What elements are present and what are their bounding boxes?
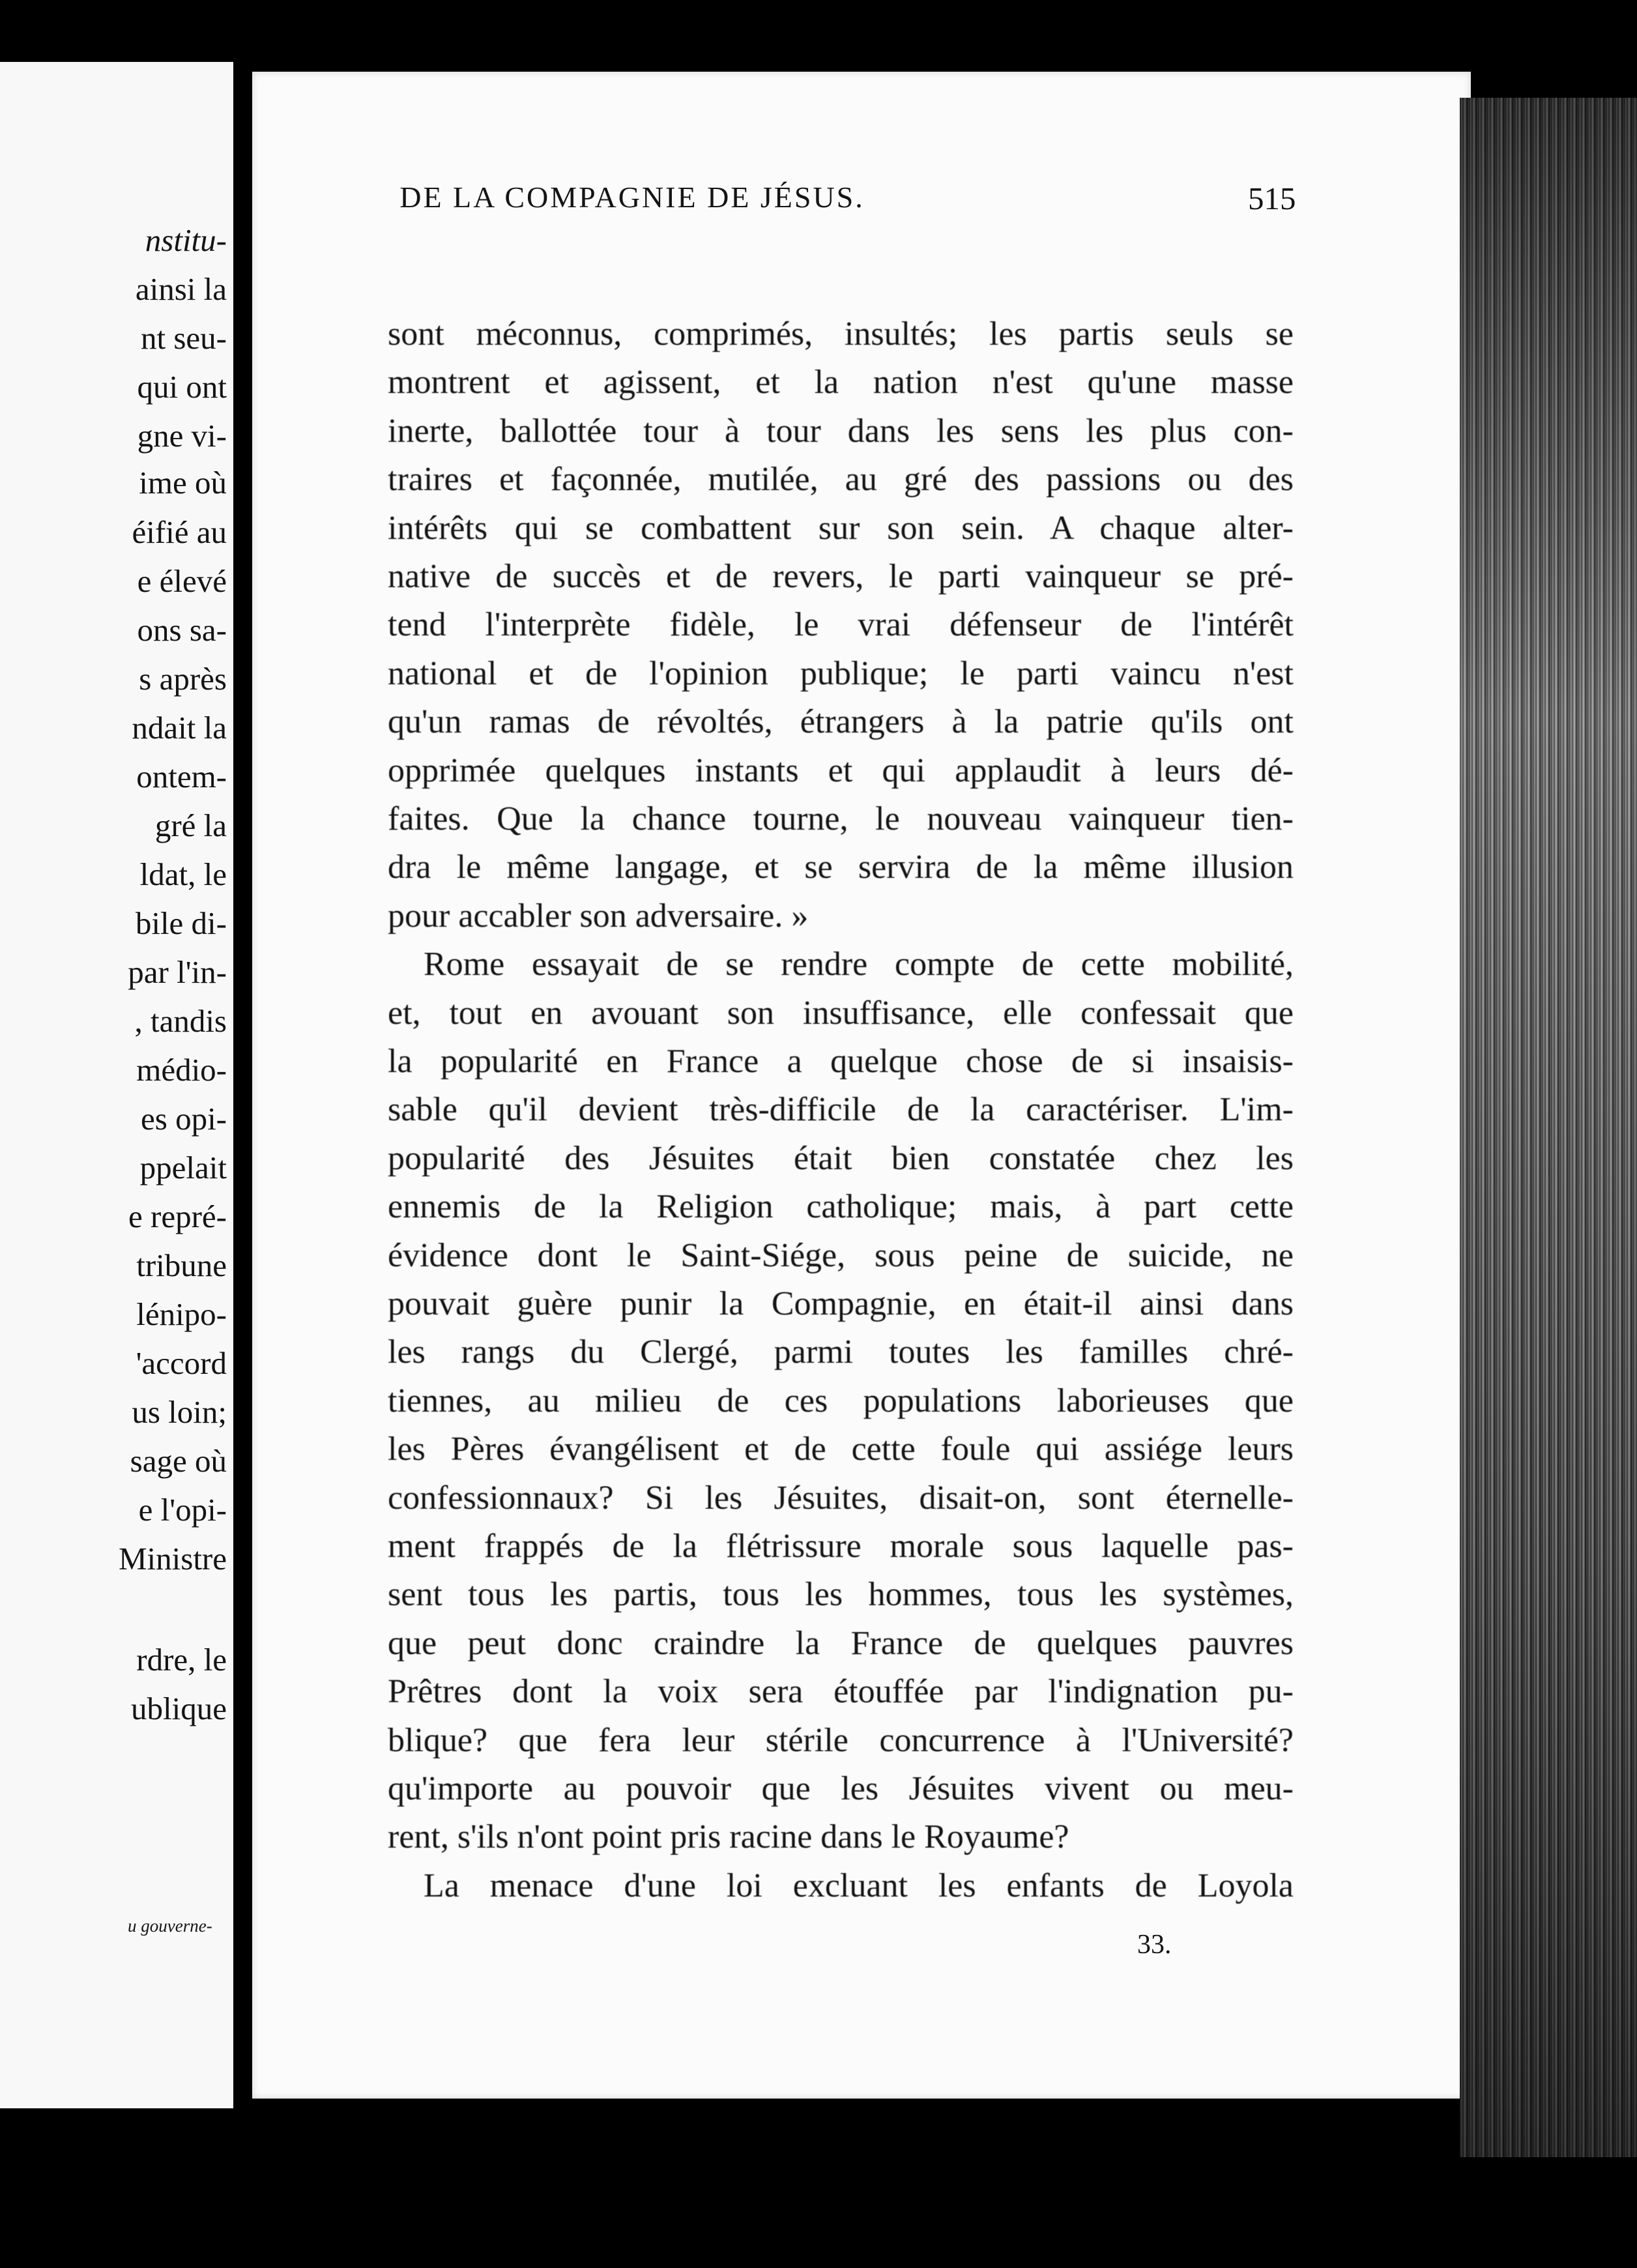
body-text-line: popularité des Jésuites était bien constatée chez les [388,1140,1294,1177]
body-text-line: qu'importe au pouvoir que les Jésuites vivent ou meu- [388,1770,1294,1807]
body-text-line: La menace d'une loi excluant les enfants de Loyola [424,1867,1294,1904]
body-text-line: faites. Que la chance tourne, le nouveau vainqueur tien- [388,800,1294,837]
body-text-line: montrent et agissent, et la nation n'est qu'une masse [388,364,1294,401]
left-page-line: gré la [154,807,227,843]
body-text-line: confessionnaux? Si les Jésuites, disait-on, sont éternelle- [388,1479,1294,1517]
body-text-line: rent, s'ils n'ont point pris racine dans le Royaume? [388,1818,1069,1855]
left-page-line: par l'in- [128,954,227,990]
left-page-line: tribune [136,1247,227,1283]
left-page-line: ndait la [132,710,227,746]
previous-page [0,62,233,2108]
left-page-line: 'accord [136,1345,227,1381]
body-text-line: pour accabler son adversaire. » [388,897,809,935]
body-text-line: sent tous les partis, tous les hommes, tous les systèmes, [388,1576,1294,1613]
body-text-line: tend l'interprète fidèle, le vrai défenseur de l'intérêt [388,606,1294,643]
body-text-line: sont méconnus, comprimés, insultés; les partis seuls se [388,315,1294,353]
body-text-line: intérêts qui se combattent sur son sein. A chaque alter- [388,510,1294,547]
left-page-line: ldat, le [139,856,227,892]
fore-edge-shading [1460,98,1637,2157]
body-text-line: Rome essayait de se rendre compte de cette mobilité, [424,946,1294,983]
left-page-line: e élevé [137,563,227,599]
left-page-line: us loin; [132,1394,227,1430]
body-text-line: traires et façonnée, mutilée, au gré des passions ou des [388,461,1294,498]
left-page-line: e repré- [128,1199,227,1234]
left-page-line: s après [139,661,227,697]
body-text-line: qu'un ramas de révoltés, étrangers à la patrie qu'ils ont [388,703,1294,740]
left-page-line: ons sa- [137,612,227,648]
body-text-line: dra le même langage, et se servira de la même illusion [388,849,1294,886]
left-page-line: qui ont [137,369,227,405]
body-text-line: pouvait guère punir la Compagnie, en était-il ainsi dans [388,1285,1294,1322]
body-text-line: tiennes, au milieu de ces populations laborieuses que [388,1382,1294,1419]
left-page-line: rdre, le [136,1642,227,1678]
body-text-line: que peut donc craindre la France de quelques pauvres [388,1625,1294,1662]
body-text-line: blique? que fera leur stérile concurrence à l'Université? [388,1722,1294,1759]
body-text-line: les Pères évangélisent et de cette foule qui assiége leurs [388,1431,1294,1468]
left-page-line: ontem- [136,759,227,794]
left-page-line: ime où [139,465,227,501]
body-text-line: ennemis de la Religion catholique; mais, à part cette [388,1188,1294,1225]
left-page-line: es opi- [141,1101,227,1137]
gutter [233,62,252,2115]
left-page-line: Ministre [118,1541,227,1577]
left-page-line: bile di- [135,905,227,941]
page-number: 515 [1248,181,1296,216]
body-text-line: native de succès et de revers, le parti vainqueur se pré- [388,558,1294,595]
left-page-line: ainsi la [135,271,227,307]
body-text-line: les rangs du Clergé, parmi toutes les familles chré- [388,1333,1294,1371]
left-page-line: e l'opi- [138,1492,227,1528]
body-text-line: national et de l'opinion publique; le parti vaincu n'est [388,655,1294,692]
body-text-line: sable qu'il devient très-difficile de la caractériser. L'im- [388,1091,1294,1128]
body-text-line: Prêtres dont la voix sera étouffée par l'indignation pu- [388,1673,1294,1710]
left-page-line: nstitu- [145,222,227,258]
body-text-line: la popularité en France a quelque chose de si insaisis- [388,1043,1294,1080]
left-page-line: médio- [136,1052,227,1088]
left-footnote: u gouverne- [128,1916,212,1936]
left-page-line: gne vi- [137,418,227,454]
left-page-line: lénipo- [136,1296,227,1332]
left-page-line: éifié au [132,514,227,550]
body-text-line: inerte, ballottée tour à tour dans les sens les plus con- [388,413,1294,450]
left-page-line: , tandis [134,1003,227,1039]
left-page-line: nt seu- [141,320,227,356]
body-text-line: évidence dont le Saint-Siége, sous peine de suicide, ne [388,1237,1294,1274]
left-page-line: ublique [131,1691,227,1726]
left-page-line: sage où [130,1443,227,1479]
body-text-line: et, tout en avouant son insuffisance, elle confessait que [388,995,1294,1032]
body-text-line: opprimée quelques instants et qui applaudit à leurs dé- [388,752,1294,789]
running-head: DE LA COMPAGNIE DE JÉSUS. [399,181,865,214]
body-text-line: ment frappés de la flétrissure morale sous laquelle pas- [388,1528,1294,1565]
left-page-line: ppelait [139,1150,227,1185]
signature-mark: 33. [1137,1930,1172,1960]
